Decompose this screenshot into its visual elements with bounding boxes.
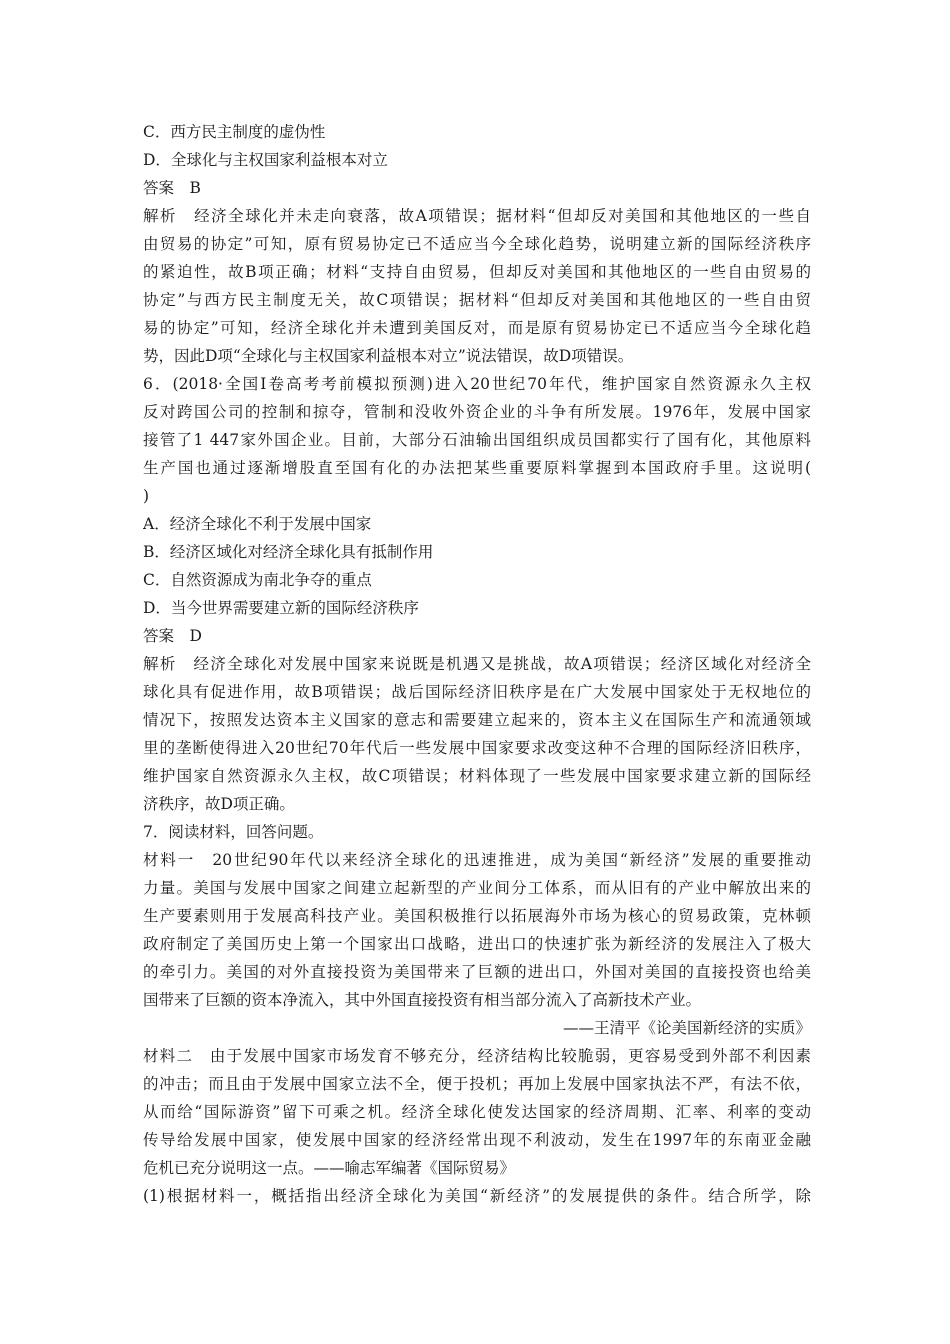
q6-option-a: A．经济全球化不利于发展中国家 [143, 515, 372, 533]
q7-material1-line: 生产要素则用于发展高科技产业。美国积极推行以拓展海外市场为核心的贸易政策，克林顿 [143, 907, 811, 925]
q6-analysis-line: 解析 经济全球化对发展中国家来说既是机遇又是挑战，故A项错误；经济区域化对经济全 [143, 655, 811, 673]
q6-option-c: C．自然资源成为南北争夺的重点 [143, 571, 372, 589]
q6-analysis-line: 球化具有促进作用，故B项错误；战后国际经济旧秩序是在广大发展中国家处于无权地位的 [143, 683, 811, 701]
q6-analysis-line: 情况下，按照发达资本主义国家的意志和需要建立起来的，资本主义在国际生产和流通领域 [143, 711, 811, 729]
q6-option-d: D．当今世界需要建立新的国际经济秩序 [143, 599, 419, 617]
q6-stem-line: 接管了1 447家外国企业。目前，大部分石油输出国组织成员国都实行了国有化，其他原料 [143, 431, 811, 449]
q7-material1-line: 力量。美国与发展中国家之间建立起新型的产业间分工体系，而从旧有的产业中解放出来的 [143, 879, 811, 897]
q7-material2-line: 传导给发展中国家，使发展中国家的经济经常出现不利波动，发生在1997年的东南亚金融 [143, 1131, 811, 1149]
q7-material2-line: 从而给“国际游资”留下可乘之机。经济全球化使发达国家的经济周期、汇率、利率的变动 [143, 1103, 811, 1121]
q7-stem: 7．阅读材料，回答问题。 [143, 823, 324, 841]
q5-analysis-line: 的紧迫性，故B项正确；材料“支持自由贸易，但却反对美国和其他地区的一些自由贸易的 [143, 263, 811, 281]
q6-analysis-line: 维护国家自然资源永久主权，故C项错误；材料体现了一些发展中国家要求建立新的国际经 [143, 767, 811, 785]
q7-material1-line: 的牵引力。美国的对外直接投资为美国带来了巨额的进出口，外国对美国的直接投资也给美 [143, 963, 811, 981]
q7-subquestion-1: (1)根据材料一，概括指出经济全球化为美国“新经济”的发展提供的条件。结合所学，除 [143, 1187, 811, 1205]
q5-analysis-line: 协定”与西方民主制度无关，故C项错误；据材料“但却反对美国和其他地区的一些自由贸 [143, 291, 811, 309]
q5-option-c: C．西方民主制度的虚伪性 [143, 123, 326, 141]
q5-answer: 答案 B [143, 179, 201, 197]
q5-analysis-line: 解析 经济全球化并未走向衰落，故A项错误；据材料“但却反对美国和其他地区的一些自 [143, 207, 811, 225]
q5-option-d: D．全球化与主权国家利益根本对立 [143, 151, 388, 169]
q7-material2-line: 危机已充分说明这一点。——喻志军编著《国际贸易》 [143, 1159, 516, 1177]
q6-stem-line: 反对跨国公司的控制和掠夺，管制和没收外资企业的斗争有所发展。1976年，发展中国家 [143, 403, 811, 421]
q7-material1-line: 国带来了巨额的资本净流入，其中外国直接投资有相当部分流入了高新技术产业。 [143, 991, 702, 1009]
q6-stem-line: 6．(2018·全国Ⅰ卷高考考前模拟预测)进入20世纪70年代，维护国家自然资源永久主权 [143, 375, 811, 393]
q7-material1-line: 材料一 20世纪90年代以来经济全球化的迅速推进，成为美国“新经济”发展的重要推动 [143, 851, 811, 869]
q6-analysis-line: 济秩序，故D项正确。 [143, 795, 295, 813]
q7-material2-line: 材料二 由于发展中国家市场发育不够充分，经济结构比较脆弱，更容易受到外部不利因素 [143, 1047, 811, 1065]
q6-answer: 答案 D [143, 627, 202, 645]
document-body [143, 118, 811, 1210]
q7-material1-source: ——王清平《论美国新经济的实质》 [562, 1019, 811, 1037]
q6-stem-line: ) [143, 487, 150, 505]
q5-analysis-line: 由贸易的协定”可知，原有贸易协定已不适应当今全球化趋势，说明建立新的国际经济秩序 [143, 235, 811, 253]
q5-analysis-line: 势，因此D项“全球化与主权国家利益根本对立”说法错误，故D项错误。 [143, 347, 634, 365]
q7-material1-line: 政府制定了美国历史上第一个国家出口战略，进出口的快速扩张为新经济的发展注入了极大 [143, 935, 811, 953]
q6-analysis-line: 里的垄断使得进入20世纪70年代后一些发展中国家要求改变这种不合理的国际经济旧秩序， [143, 739, 811, 757]
q7-material2-line: 的冲击；而且由于发展中国家立法不全，便于投机；再加上发展中国家执法不严，有法不依， [143, 1075, 811, 1093]
q6-stem-line: 生产国也通过逐渐增股直至国有化的办法把某些重要原料掌握到本国政府手里。这说明( [143, 459, 811, 477]
q6-option-b: B．经济区域化对经济全球化具有抵制作用 [143, 543, 434, 561]
q5-analysis-line: 易的协定”可知，经济全球化并未遭到美国反对，而是原有贸易协定已不适应当今全球化趋 [143, 319, 811, 337]
